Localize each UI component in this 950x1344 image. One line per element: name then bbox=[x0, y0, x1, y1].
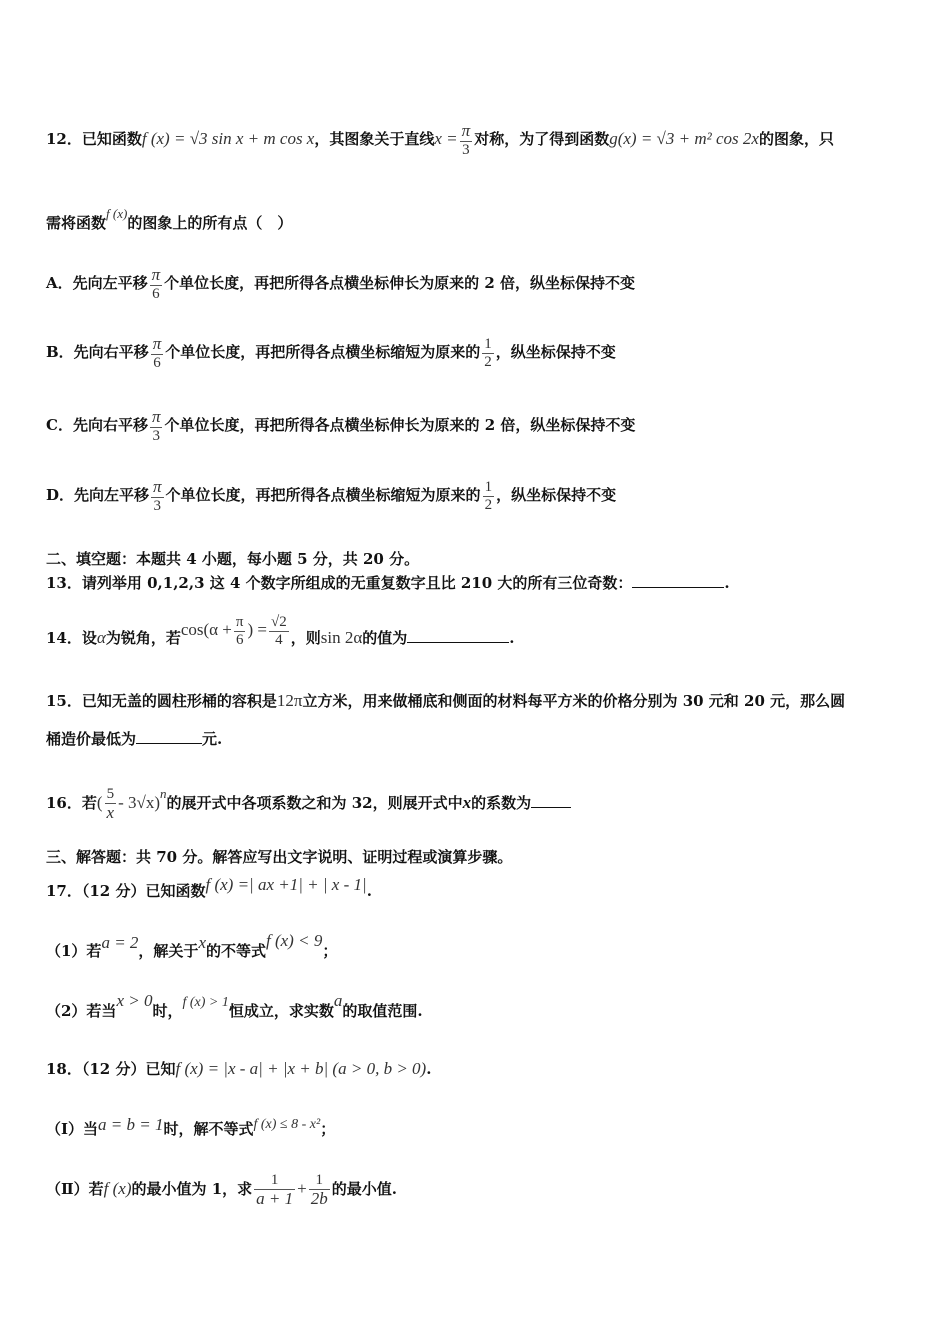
q16-a: 16．若 bbox=[46, 794, 97, 812]
q17-end: . bbox=[366, 882, 372, 900]
option-b-frac2: $\frac{1}{2}$ bbox=[484, 336, 492, 370]
q18-part1 bbox=[46, 1115, 336, 1139]
q15-line2 bbox=[46, 728, 222, 749]
q13-end: . bbox=[724, 574, 730, 592]
q14-c: ，则 bbox=[290, 628, 321, 647]
option-c[interactable] bbox=[46, 408, 635, 444]
q14-sin: sin 2α bbox=[320, 627, 363, 647]
q17-p2ineq: f (x) > 1 bbox=[182, 995, 229, 1010]
q18-end: . bbox=[426, 1060, 432, 1078]
q17-p2var: a bbox=[333, 991, 343, 1010]
q12-text3: 的图象，只 bbox=[758, 130, 834, 149]
q18-p1eq: a = b = 1 bbox=[98, 1115, 164, 1134]
option-a[interactable] bbox=[46, 266, 635, 302]
q12-line2-a: 需将函数 bbox=[46, 214, 107, 232]
q18-frac2: $\frac{1}{2b}$ bbox=[310, 1172, 328, 1208]
q14-alpha: α bbox=[96, 627, 106, 647]
q12-frac: $\frac{\pi}{3}$ bbox=[461, 121, 471, 158]
q17-p2b: 时， bbox=[152, 1002, 183, 1020]
q13 bbox=[46, 572, 730, 593]
option-d-frac: $\frac{\pi}{3}$ bbox=[153, 477, 162, 514]
q14 bbox=[46, 614, 515, 656]
q15-end: 元. bbox=[202, 730, 223, 748]
q18 bbox=[46, 1058, 431, 1079]
q12-line2-b: 的图象上的所有点（ ） bbox=[127, 214, 293, 232]
q17-p2d: 的取值范围. bbox=[342, 1002, 423, 1020]
q18-p1end: ； bbox=[320, 1120, 336, 1138]
option-d-frac2: $\frac{1}{2}$ bbox=[484, 479, 493, 513]
option-b-label: B．先向右平移 bbox=[46, 343, 149, 362]
q15-a: 15．已知无盖的圆柱形桶的容积是 bbox=[46, 692, 277, 710]
q18-p2c: 的最小值. bbox=[331, 1180, 397, 1199]
q17-part2 bbox=[46, 991, 423, 1021]
q12-xeq: x = bbox=[434, 129, 458, 149]
option-d-text: 个单位长度，再把所得各点横坐标缩短为原来的 bbox=[165, 486, 481, 505]
q17-p1b: ，解关于 bbox=[138, 942, 199, 960]
q17-p1c: 的不等式 bbox=[205, 942, 266, 960]
q17-p1x: x bbox=[198, 933, 206, 952]
q16-expr: ( $\frac{5}{x}$ - 3√x)$^n$ bbox=[96, 786, 167, 822]
q18-p1a: （Ⅰ）当 bbox=[46, 1120, 99, 1138]
q15-blank[interactable] bbox=[136, 729, 202, 744]
q12-intro: 12．已知函数 bbox=[46, 130, 142, 149]
q14-a: 14．设 bbox=[46, 628, 97, 647]
q18-p2f: f (x) bbox=[103, 1179, 132, 1199]
q12-g: g(x) = √3 + m² cos 2x bbox=[609, 129, 759, 149]
q18-p2b: 的最小值为 1，求 bbox=[131, 1180, 253, 1199]
option-a-label: A．先向左平移 bbox=[46, 274, 148, 293]
q17-p1ineq: f (x) < 9 bbox=[266, 931, 323, 950]
q14-end: . bbox=[509, 628, 515, 647]
q17 bbox=[46, 875, 372, 901]
q17-p1eq: a = 2 bbox=[101, 933, 139, 952]
q12-text: ，其图象关于直线 bbox=[314, 130, 435, 149]
q14-cos: cos(α + $\frac{\pi}{6}$ ) = $\frac{√2}{4}$ bbox=[180, 614, 287, 648]
q13-blank[interactable] bbox=[632, 573, 724, 588]
q13-text: 13．请列举用 0,1,2,3 这 4 个数字所组成的无重复数字且比 210 大的所有三位奇数： bbox=[46, 574, 633, 592]
q15-vol: 12π bbox=[276, 691, 303, 710]
q14-blank[interactable] bbox=[407, 628, 509, 643]
q12-line1 bbox=[46, 122, 834, 158]
option-d-tail: ，纵坐标保持不变 bbox=[496, 486, 617, 505]
q16 bbox=[46, 786, 571, 822]
option-d[interactable] bbox=[46, 478, 616, 514]
q18-f: f (x) = |x - a| + |x + b| (a > 0, b > 0) bbox=[175, 1059, 427, 1078]
q14-d: 的值为 bbox=[362, 628, 408, 647]
q15 bbox=[46, 690, 845, 711]
q16-c: 的系数为 bbox=[471, 794, 532, 812]
q18-p1ineq: f (x) ≤ 8 - x² bbox=[253, 1117, 321, 1132]
option-b-text: 个单位长度，再把所得各点横坐标缩短为原来的 bbox=[165, 343, 481, 362]
q14-b: 为锐角，若 bbox=[105, 628, 181, 647]
q17-p2cond: x > 0 bbox=[116, 991, 153, 1010]
q17-a: 17．（12 分）已知函数 bbox=[46, 882, 206, 900]
section2-heading: 二、填空题：本题共 4 小题，每小题 5 分，共 20 分。 bbox=[46, 550, 420, 568]
q17-p1a: （1）若 bbox=[46, 942, 102, 960]
option-b[interactable] bbox=[46, 335, 616, 371]
q18-p1b: 时，解不等式 bbox=[163, 1120, 254, 1138]
q12-line2 bbox=[46, 206, 293, 233]
q18-p2a: （Ⅱ）若 bbox=[46, 1180, 104, 1199]
option-d-label: D．先向左平移 bbox=[46, 486, 150, 505]
q17-p2c: 恒成立，求实数 bbox=[228, 1002, 334, 1020]
q15-line2-text: 桶造价最低为 bbox=[46, 730, 137, 748]
q12-fx: f (x) bbox=[106, 206, 128, 221]
q18-plus: + bbox=[297, 1179, 307, 1199]
option-a-text: 个单位长度，再把所得各点横坐标伸长为原来的 2 倍，纵坐标保持不变 bbox=[164, 274, 636, 293]
option-c-label: C．先向右平移 bbox=[46, 416, 148, 435]
q17-f: f (x) =| ax +1| + | x - 1| bbox=[205, 875, 367, 894]
q18-a: 18．（12 分）已知 bbox=[46, 1060, 176, 1078]
q12-function: f (x) = √3 sin x + m cos x bbox=[141, 129, 315, 149]
option-b-tail: ，纵坐标保持不变 bbox=[495, 343, 616, 362]
q17-p2a: （2）若当 bbox=[46, 1002, 117, 1020]
option-a-frac: $\frac{\pi}{6}$ bbox=[151, 265, 161, 302]
q18-frac1: $\frac{1}{a + 1}$ bbox=[256, 1172, 294, 1208]
option-b-frac: $\frac{\pi}{6}$ bbox=[152, 334, 162, 371]
q15-b: 立方米，用来做桶底和侧面的材料每平方米的价格分别为 30 元和 20 元，那么圆 bbox=[302, 692, 846, 710]
q17-p1end: ； bbox=[322, 942, 338, 960]
q16-blank[interactable] bbox=[531, 793, 571, 808]
q17-part1 bbox=[46, 931, 338, 961]
option-c-text: 个单位长度，再把所得各点横坐标伸长为原来的 2 倍，纵坐标保持不变 bbox=[164, 416, 636, 435]
section3-heading: 三、解答题：共 70 分。解答应写出文字说明、证明过程或演算步骤。 bbox=[46, 848, 513, 866]
q16-x: x bbox=[462, 793, 472, 812]
option-c-frac: $\frac{\pi}{3}$ bbox=[151, 407, 161, 444]
q12-text2: 对称，为了得到函数 bbox=[474, 130, 610, 149]
q16-b: 的展开式中各项系数之和为 32，则展开式中 bbox=[166, 794, 463, 812]
q18-part2 bbox=[46, 1172, 397, 1208]
